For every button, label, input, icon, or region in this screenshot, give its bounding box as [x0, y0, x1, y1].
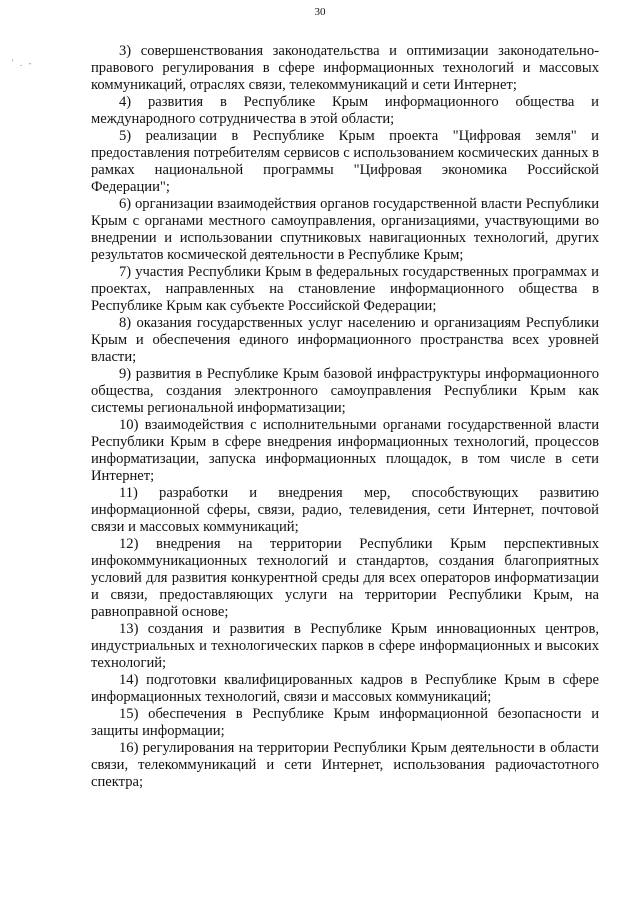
clause-6: 6) организации взаимодействия органов государственной власти Республики Крым с органами местного самоуправления, организациями, участвующими во внедрении и использовании спутниковых навигационных технологий, других результатов космической деятельности в Республике Крым; — [91, 196, 599, 263]
clause-10: 10) взаимодействия с исполнительными органами государственной власти Республики Крым в сфере внедрения информационных технологий, процессов информатизации, запуска информационных площадок, в том числе в сети Интернет; — [91, 417, 599, 484]
clause-3: 3) совершенствования законодательства и оптимизации законодательно-правового регулирования в сфере информационных технологий и массовых коммуникаций, отраслях связи, телекоммуникаций и сети Интернет; — [91, 43, 599, 93]
page-number: 30 — [314, 6, 326, 18]
document-body — [91, 43, 599, 791]
clause-4: 4) развития в Республике Крым информационного общества и международного сотрудничества в этой области; — [91, 94, 599, 127]
clause-7: 7) участия Республики Крым в федеральных государственных программах и проектах, направленных на становление информационного общества в Республике Крым как субъекте Российской Федерации; — [91, 264, 599, 314]
clause-11: 11) разработки и внедрения мер, способствующих развитию информационной сферы, связи, радио, телевидения, сети Интернет, почтовой связи и массовых коммуникаций; — [91, 485, 599, 535]
clause-12: 12) внедрения на территории Республики Крым перспективных инфокоммуникационных технологий и стандартов, создания благоприятных условий для развития конкурентной среды для всех операторов информатизации и связи, предоставляющих услуги на территории Республики Крым, на равноправной основе; — [91, 536, 599, 620]
clause-14: 14) подготовки квалифицированных кадров в Республике Крым в сфере информационных технологий, связи и массовых коммуникаций; — [91, 672, 599, 705]
clause-8: 8) оказания государственных услуг населению и организациям Республики Крым и обеспечения единого информационного пространства всех уровней власти; — [91, 315, 599, 365]
clause-16: 16) регулирования на территории Республики Крым деятельности в области связи, телекоммуникаций и сети Интернет, использования радиочастотного спектра; — [91, 740, 599, 790]
clause-15: 15) обеспечения в Республике Крым информационной безопасности и защиты информации; — [91, 706, 599, 739]
clause-13: 13) создания и развития в Республике Крым инновационных центров, индустриальных и технологических парков в сфере информационных и высоких технологий; — [91, 621, 599, 671]
clause-9: 9) развития в Республике Крым базовой инфраструктуры информационного общества, создания электронного самоуправления Республики Крым как системы региональной информатизации; — [91, 366, 599, 416]
clause-5: 5) реализации в Республике Крым проекта "Цифровая земля" и предоставления потребителям сервисов с использованием космических данных в рамках национальной программы "Цифровая экономика Российской Федерации"; — [91, 128, 599, 195]
scan-mark: ' . - — [12, 58, 34, 68]
